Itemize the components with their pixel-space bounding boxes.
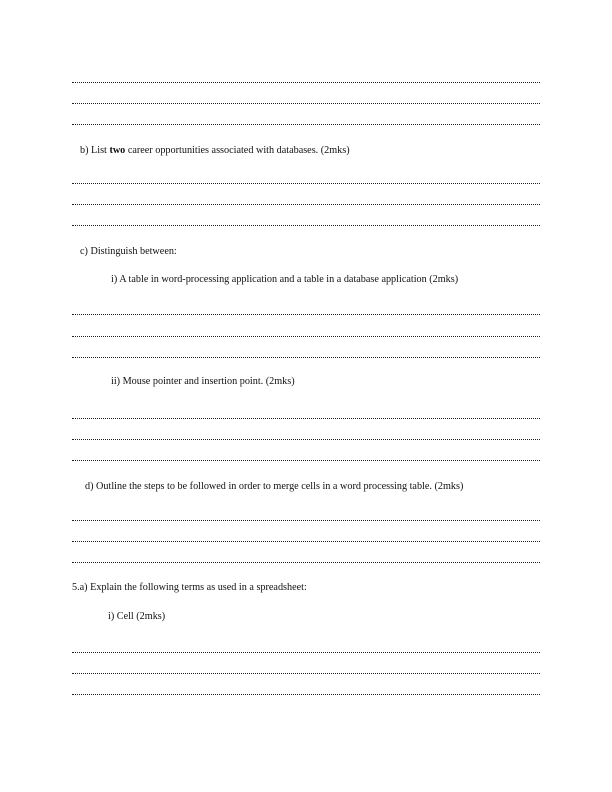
- question-c-ii: ii) Mouse pointer and insertion point. (2mks): [111, 376, 295, 387]
- answer-line[interactable]: [72, 103, 540, 104]
- answer-line[interactable]: [72, 439, 540, 440]
- answer-line[interactable]: [72, 314, 540, 315]
- answer-line[interactable]: [72, 562, 540, 563]
- answer-line[interactable]: [72, 520, 540, 521]
- answer-line[interactable]: [72, 336, 540, 337]
- question-b-bold: two: [109, 145, 126, 156]
- answer-line[interactable]: [72, 82, 540, 83]
- question-d: d) Outline the steps to be followed in order to merge cells in a word processing table. (2mks): [85, 481, 464, 492]
- answer-line[interactable]: [72, 124, 540, 125]
- answer-line[interactable]: [72, 652, 540, 653]
- answer-line[interactable]: [72, 673, 540, 674]
- answer-line[interactable]: [72, 204, 540, 205]
- answer-line[interactable]: [72, 418, 540, 419]
- answer-line[interactable]: [72, 357, 540, 358]
- question-5a-i: i) Cell (2mks): [108, 611, 166, 622]
- question-c-i: i) A table in word-processing application and a table in a database application (2mks): [111, 274, 459, 285]
- question-5a: 5.a) Explain the following terms as used in a spreadsheet:: [72, 582, 307, 593]
- answer-line[interactable]: [72, 460, 540, 461]
- answer-line[interactable]: [72, 225, 540, 226]
- question-c: c) Distinguish between:: [80, 246, 177, 257]
- question-b-suffix: career opportunities associated with databases. (2mks): [125, 145, 350, 156]
- answer-line[interactable]: [72, 541, 540, 542]
- question-b: [80, 145, 350, 157]
- answer-line[interactable]: [72, 183, 540, 184]
- answer-line[interactable]: [72, 694, 540, 695]
- question-b-prefix: b) List: [80, 145, 110, 156]
